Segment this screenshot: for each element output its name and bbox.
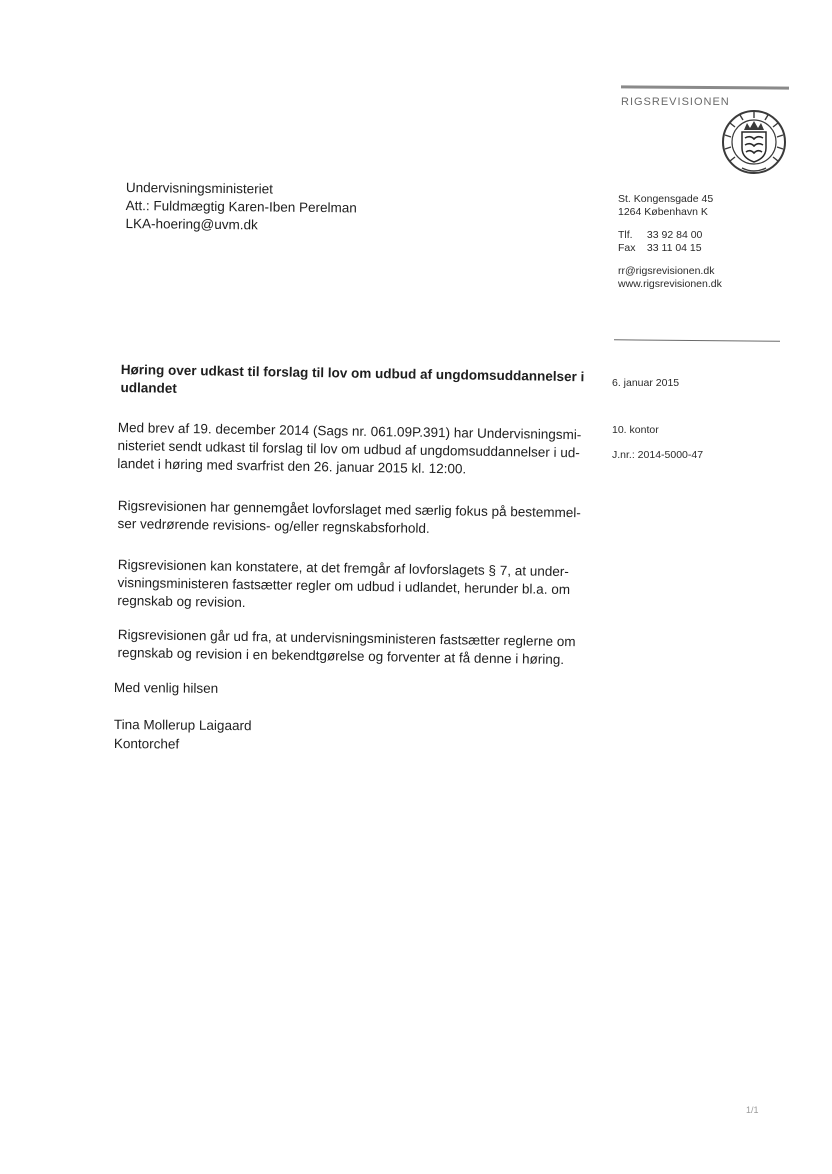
phone-number: 33 92 84 00 xyxy=(646,229,703,241)
subject-line-1: Høring over udkast til forslag til lov om udbud af ungdomsuddannelser i xyxy=(120,361,585,385)
header-rule xyxy=(621,85,789,89)
phone-label: Tlf. xyxy=(618,229,633,241)
fax-row xyxy=(618,242,722,255)
phone-row xyxy=(618,229,722,242)
letter-date: 6. januar 2015 xyxy=(612,377,680,389)
fax-number: 33 11 04 15 xyxy=(646,242,702,254)
recipient-organization: Undervisningsministeriet xyxy=(125,179,274,197)
recipient-attention: Att.: Fuldmægtig Karen-Iben Perelman xyxy=(125,197,357,216)
body-paragraph-2 xyxy=(117,497,588,540)
paragraph-line: Rigsrevisionen har gennemgået lovforslaget med særlig fokus på bestemmel- xyxy=(117,497,581,521)
paragraph-line: ser vedrørende revisions- og/eller regnskabsforhold. xyxy=(117,515,430,536)
recipient-block xyxy=(125,179,357,235)
recipient-email: LKA-hoering@uvm.dk xyxy=(125,215,258,233)
website-address: www.rigsrevisionen.dk xyxy=(618,278,722,290)
office-label: 10. kontor xyxy=(612,424,659,436)
paragraph-line: regnskab og revision. xyxy=(117,592,246,611)
paragraph-line: landet i høring med svarfrist den 26. januar 2015 kl. 12:00. xyxy=(117,455,467,477)
address-city: 1264 København K xyxy=(618,206,708,218)
paragraph-line: Rigsrevisionen kan konstatere, at det fremgår af lovforslagets § 7, at under- xyxy=(117,556,569,580)
fax-label: Fax xyxy=(618,242,636,254)
email-address: rr@rigsrevisionen.dk xyxy=(618,265,715,277)
column-divider xyxy=(614,339,780,341)
journal-number: J.nr.: 2014-5000-47 xyxy=(612,449,704,461)
subject-line-2: udlandet xyxy=(120,379,177,396)
body-paragraph-1 xyxy=(117,419,588,480)
paragraph-line: nisteriet sendt udkast til forslag til lov om udbud af ungdomsuddannelser i ud- xyxy=(117,437,580,461)
closing-greeting: Med venlig hilsen xyxy=(113,679,219,696)
paragraph-line: visningsministeren fastsætter regler om udbud i udlandet, herunder bl.a. om xyxy=(117,574,571,598)
signer-name: Tina Mollerup Laigaard xyxy=(113,716,252,734)
paragraph-line: Rigsrevisionen går ud fra, at undervisningsministeren fastsætter reglerne om xyxy=(117,626,576,650)
page-number: 1/1 xyxy=(746,1105,759,1115)
paragraph-line: Med brev af 19. december 2014 (Sags nr. 061.09P.391) har Undervisningsmi- xyxy=(117,419,582,443)
paragraph-line: regnskab og revision i en bekendtgørelse og forventer at få denne i høring. xyxy=(117,644,565,668)
seal-icon xyxy=(720,108,788,176)
address-street: St. Kongensgade 45 xyxy=(618,193,714,205)
body-paragraph-4 xyxy=(117,626,588,669)
org-name: RIGSREVISIONEN xyxy=(621,96,730,108)
letter-subject xyxy=(120,361,591,404)
signer-title: Kontorchef xyxy=(113,735,180,752)
body-paragraph-3 xyxy=(117,556,588,617)
sender-address xyxy=(618,193,722,291)
